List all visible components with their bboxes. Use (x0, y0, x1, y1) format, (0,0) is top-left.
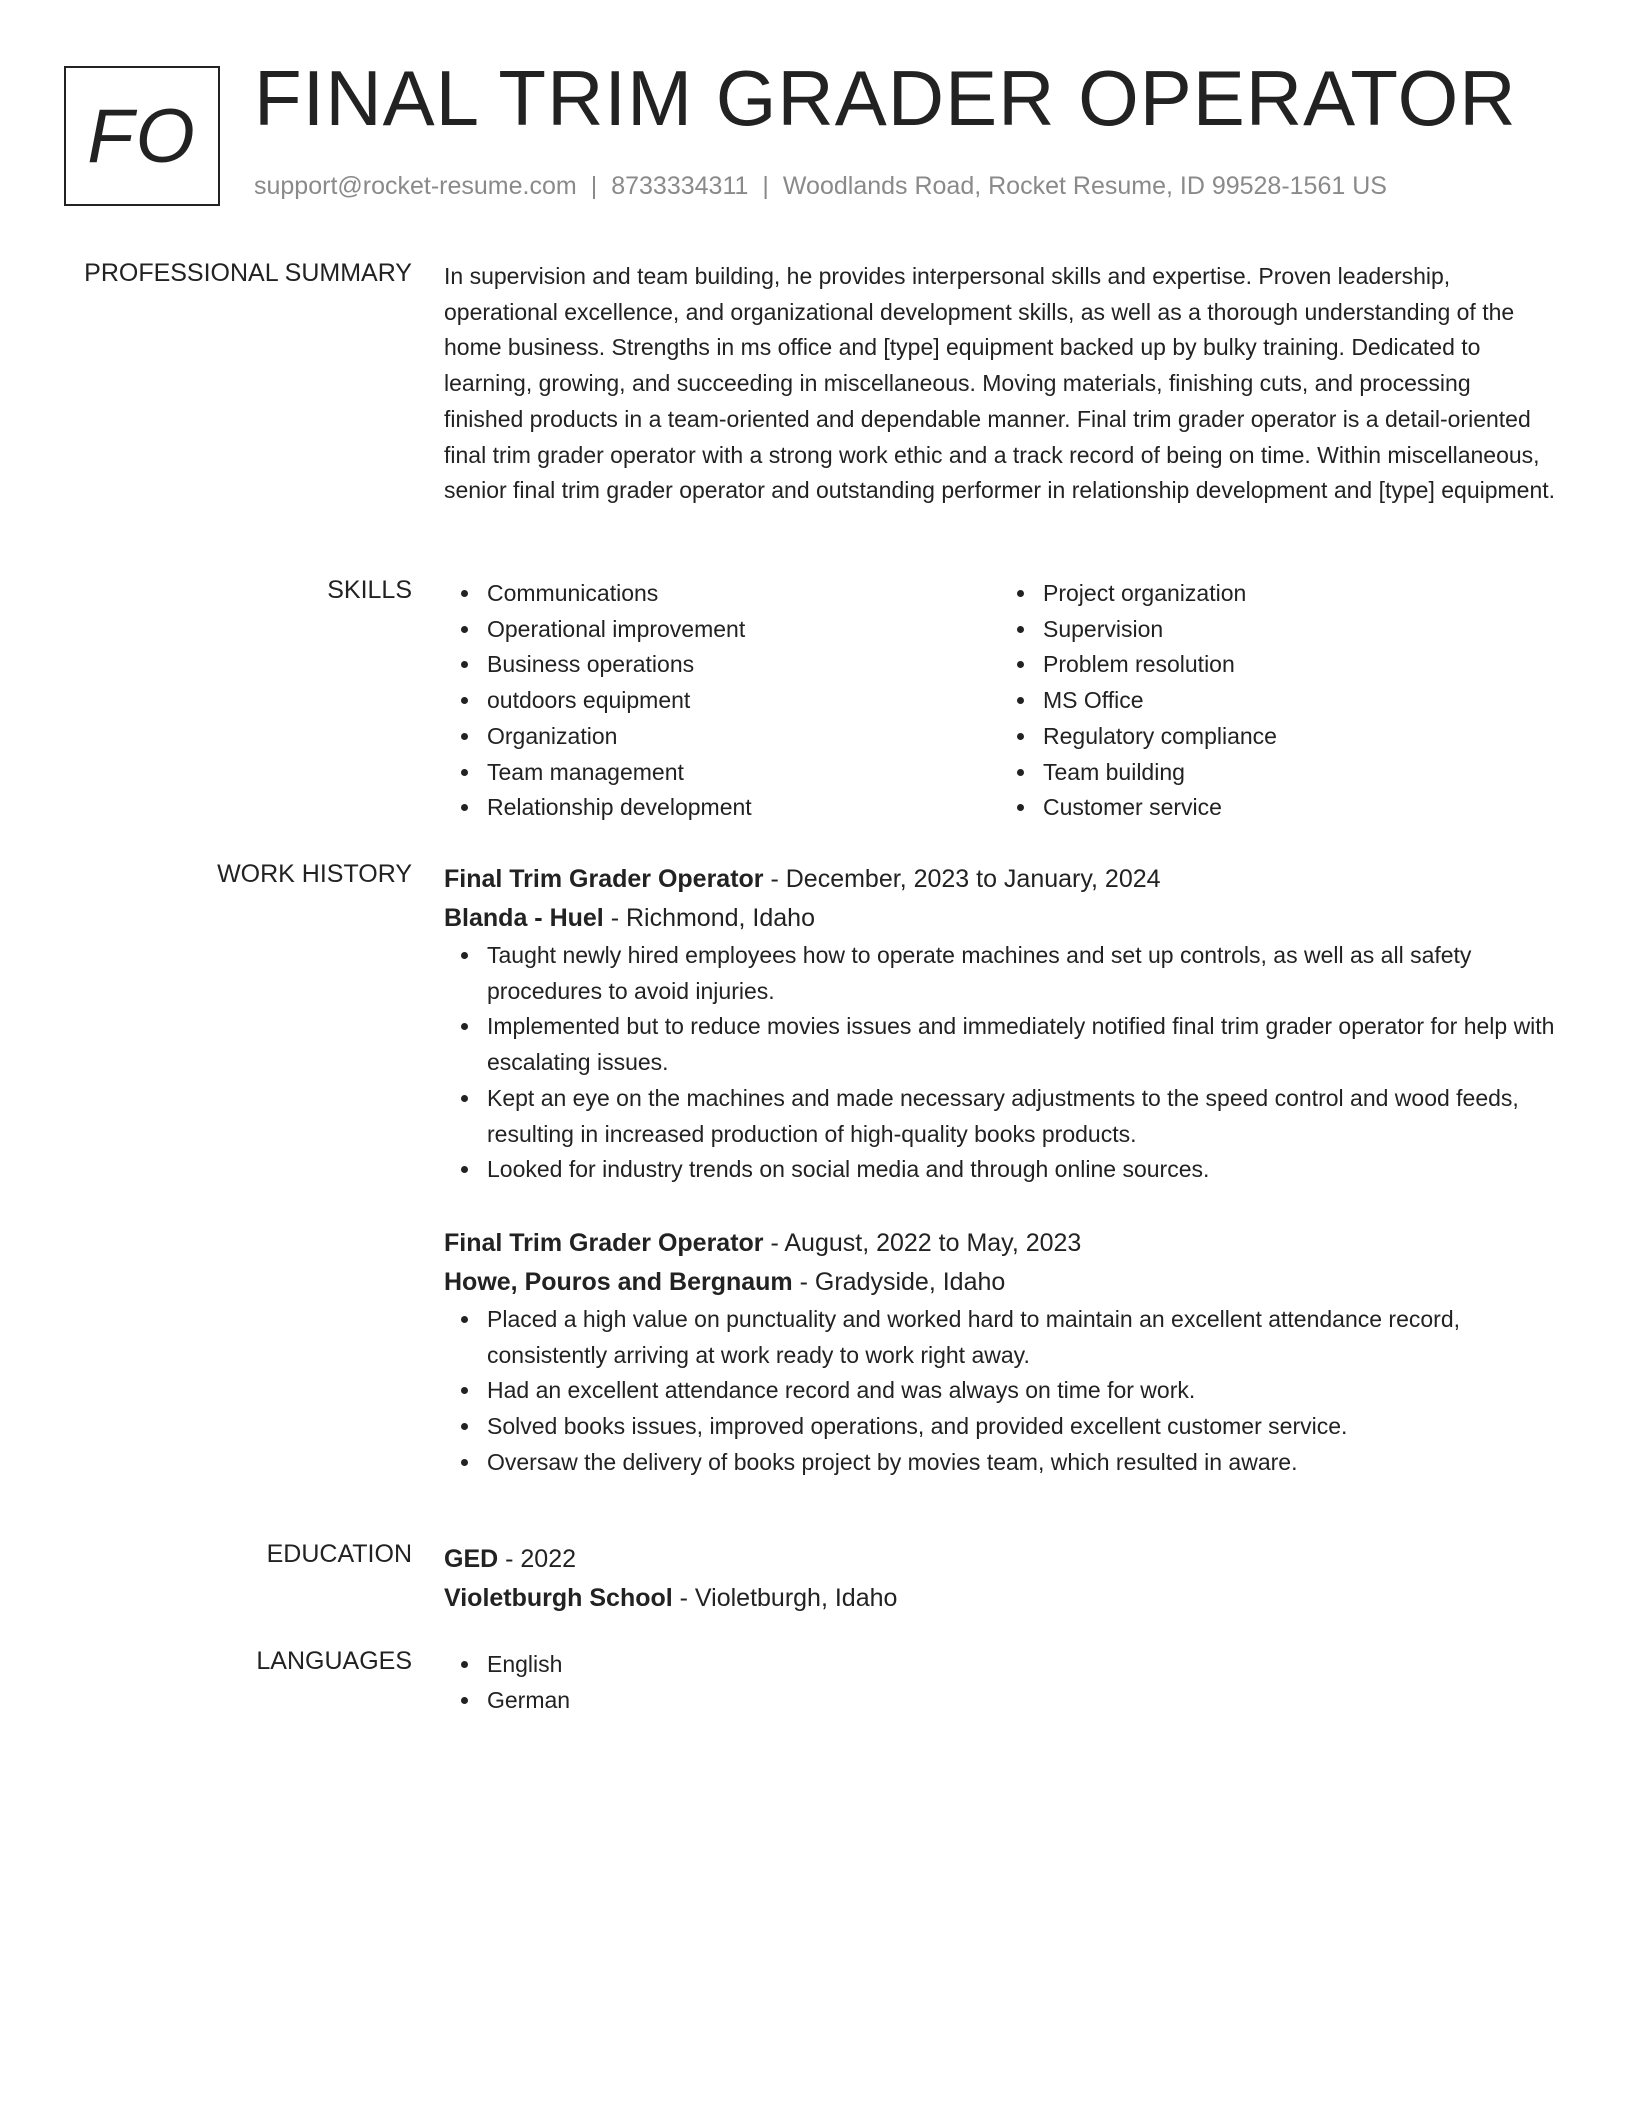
education-degree-line (444, 1540, 1556, 1579)
section-label-education: EDUCATION (266, 1540, 412, 1568)
education-location: - Violetburgh, Idaho (672, 1584, 898, 1612)
contact-phone: 8733334311 (611, 172, 749, 200)
job-entry (444, 1224, 1556, 1481)
skills-grid (444, 576, 1556, 826)
skill-item: outdoors equipment (487, 683, 1000, 719)
contact-separator: | (590, 172, 598, 200)
job-entry (444, 860, 1556, 1188)
job-bullet: Kept an eye on the machines and made necessary adjustments to the speed control and wood feeds, resulting in increased production of high-quality books products. (487, 1081, 1556, 1152)
contact-email: support@rocket-resume.com (254, 172, 577, 200)
contact-address: Woodlands Road, Rocket Resume, ID 99528-1561 US (782, 172, 1387, 200)
job-bullet: Oversaw the delivery of books project by movies team, which resulted in aware. (487, 1445, 1556, 1481)
language-item: German (487, 1683, 1556, 1719)
job-bullet: Looked for industry trends on social media and through online sources. (487, 1152, 1556, 1188)
languages-body (444, 1647, 1556, 1718)
job-company-line (444, 1263, 1556, 1302)
job-company-line (444, 899, 1556, 938)
section-label-languages: LANGUAGES (256, 1647, 412, 1675)
job-company: Howe, Pouros and Bergnaum (444, 1267, 793, 1296)
monogram-box (64, 66, 220, 206)
job-title: Final Trim Grader Operator (444, 1228, 764, 1257)
job-title-line (444, 860, 1556, 899)
skill-item: MS Office (1043, 683, 1556, 719)
work-body (444, 860, 1556, 1480)
skill-item: Business operations (487, 647, 1000, 683)
job-dates: - August, 2022 to May, 2023 (763, 1228, 1082, 1257)
job-bullet: Solved books issues, improved operations, and provided excellent customer service. (487, 1409, 1556, 1445)
education-degree: GED (444, 1545, 499, 1573)
skill-item: Problem resolution (1043, 647, 1556, 683)
job-bullet: Taught newly hired employees how to operate machines and set up controls, as well as all safety procedures to avoid injuries. (487, 938, 1556, 1009)
job-dates: - December, 2023 to January, 2024 (763, 865, 1161, 893)
section-label-work: WORK HISTORY (217, 860, 412, 888)
job-location: - Gradyside, Idaho (792, 1267, 1006, 1296)
skill-item: Communications (487, 576, 1000, 612)
job-bullets (444, 938, 1556, 1188)
languages-list (444, 1647, 1556, 1718)
education-body (444, 1540, 1556, 1618)
education-school-line (444, 1579, 1556, 1618)
summary-body (444, 259, 1556, 509)
education-year: - 2022 (498, 1545, 577, 1573)
skill-item: Organization (487, 719, 1000, 755)
section-label-summary: PROFESSIONAL SUMMARY (84, 259, 412, 287)
job-title-line (444, 1224, 1556, 1263)
skill-item: Team management (487, 755, 1000, 791)
skill-item: Relationship development (487, 790, 1000, 826)
job-title: Final Trim Grader Operator (444, 865, 764, 893)
skill-item: Supervision (1043, 612, 1556, 648)
skill-item: Regulatory compliance (1043, 719, 1556, 755)
job-bullet: Had an excellent attendance record and was always on time for work. (487, 1373, 1556, 1409)
education-school: Violetburgh School (444, 1584, 673, 1612)
contact-line (254, 172, 1387, 201)
language-item: English (487, 1647, 1556, 1683)
job-location: - Richmond, Idaho (603, 904, 815, 932)
job-bullets (444, 1302, 1556, 1481)
skill-item: Operational improvement (487, 612, 1000, 648)
summary-text: In supervision and team building, he provides interpersonal skills and expertise. Proven leadership, operational excellence, and organizational development skills, as well as a thorough understanding of the home business. Strengths in ms office and [type] equipment backed up by bulky training. Dedicated to learning, growing, and succeeding in miscellaneous. Moving materials, finishing cuts, and processing finished products in a team-oriented and dependable manner. Final trim grader operator is a detail-oriented final trim grader operator with a strong work ethic and a track record of being on time. Within miscellaneous, senior final trim grader operator and outstanding performer in relationship development and [type] equipment. (444, 263, 1556, 504)
job-bullet: Placed a high value on punctuality and worked hard to maintain an excellent attendance record, consistently arriving at work ready to work right away. (487, 1302, 1556, 1373)
candidate-name: FINAL TRIM GRADER OPERATOR (254, 54, 1517, 142)
job-company: Blanda - Huel (444, 904, 604, 932)
contact-separator: | (762, 172, 769, 200)
skill-item: Customer service (1043, 790, 1556, 826)
skill-item: Team building (1043, 755, 1556, 791)
monogram-initials: FO (87, 93, 197, 179)
skill-item: Project organization (1043, 576, 1556, 612)
section-label-skills: SKILLS (327, 576, 412, 604)
job-bullet: Implemented but to reduce movies issues and immediately notified final trim grader operator for help with escalating issues. (487, 1009, 1556, 1080)
skills-list-right (1000, 576, 1556, 826)
skills-list-left (444, 576, 1000, 826)
